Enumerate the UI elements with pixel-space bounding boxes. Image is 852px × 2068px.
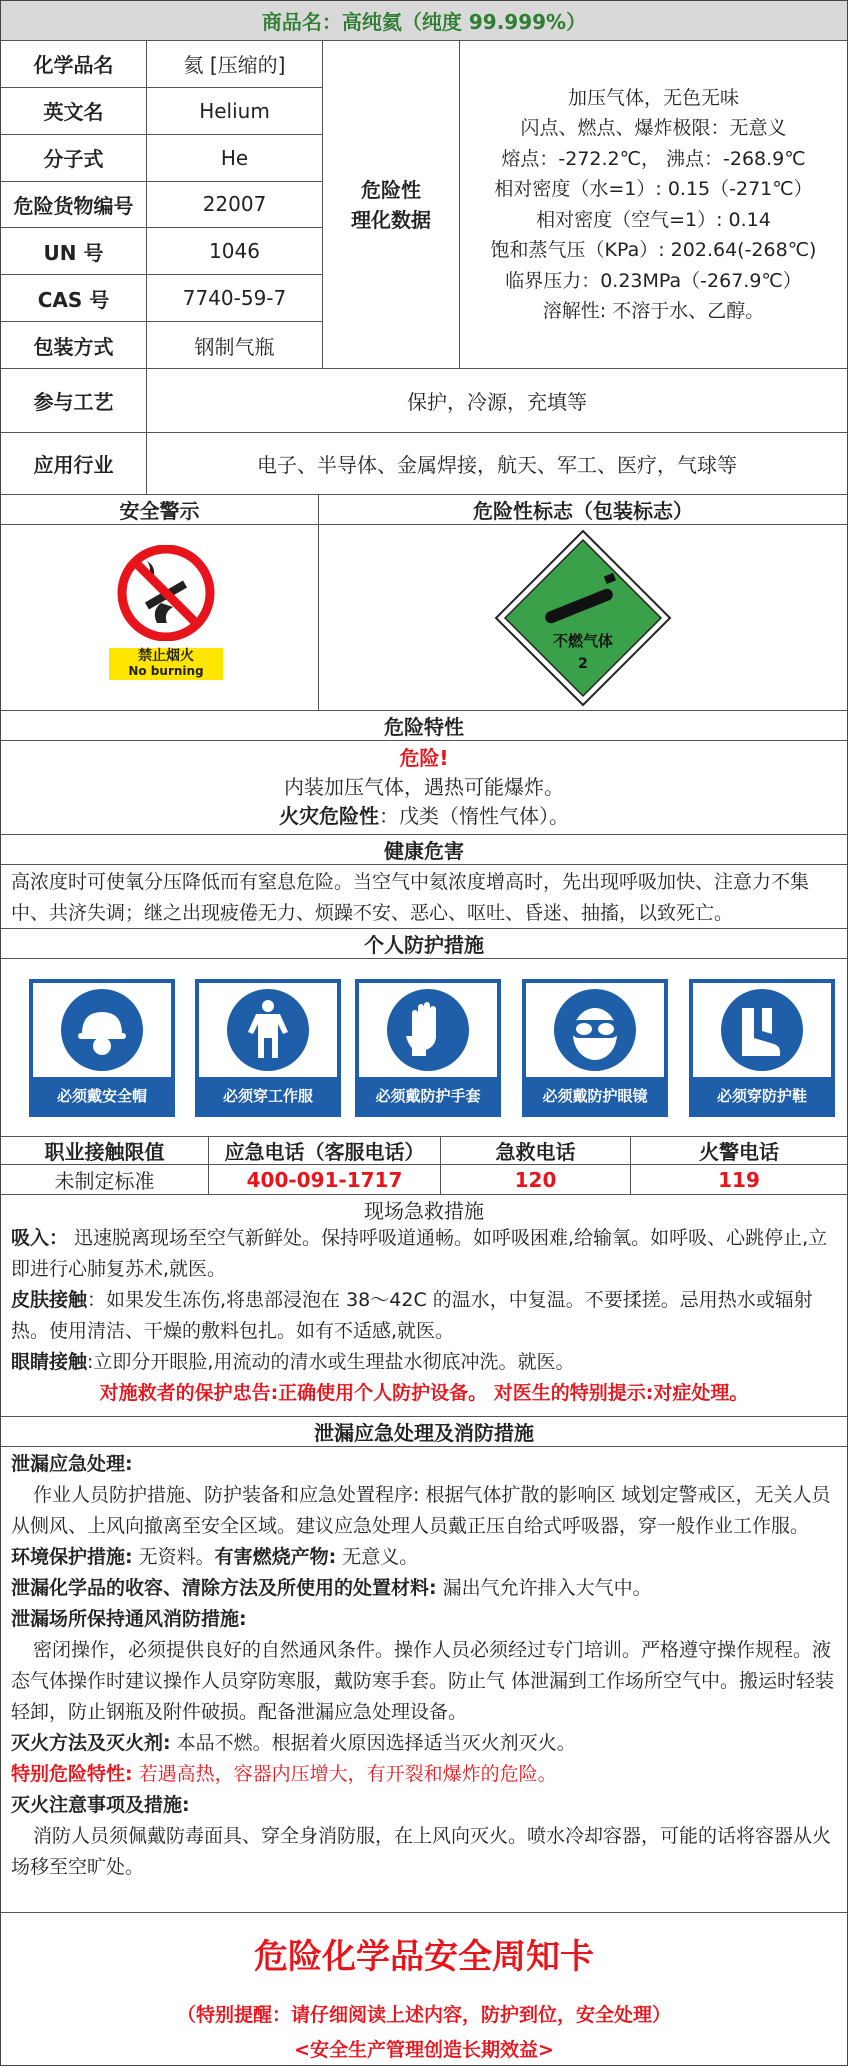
spill-header	[1, 1417, 847, 1447]
env-text: 无资料。	[132, 1546, 215, 1568]
extinguish-text: 本品不燃。根据着火原因选择适当灭火剂灭火。	[170, 1732, 576, 1754]
hazard-diamond-text: 不燃气体	[552, 631, 614, 650]
no-burning-sign-cell	[1, 525, 319, 710]
basic-info-label: 化学品名	[1, 41, 147, 88]
basic-info-value: 7740-59-7	[147, 275, 323, 322]
ppe-helmet	[29, 979, 175, 1117]
rescuer-advice: 对施救者的保护忠告:正确使用个人防护设备。 对医生的特别提示:对症处理。	[99, 1382, 749, 1404]
hazard-line: 内装加压气体，遇热可能爆炸。	[284, 775, 564, 799]
nonflammable-gas-diamond-icon	[493, 528, 673, 708]
ppe-label: 必须戴防护手套	[359, 1077, 497, 1113]
footer-slogan: <安全生产管理创造长期效益>	[294, 2039, 554, 2061]
footer-title: 危险化学品安全周知卡	[254, 1937, 594, 1977]
collect-label: 泄漏化学品的收容、清除方法及所使用的处置材料:	[11, 1577, 437, 1599]
ppe-label: 必须戴安全帽	[33, 1077, 171, 1113]
fire-hazard-label: 火灾危险性	[279, 804, 379, 828]
physchem-line: 临界压力：0.23MPa（-267.9℃）	[505, 269, 802, 292]
physchem-line: 相对密度（空气=1）: 0.14	[536, 208, 771, 231]
ppe-goggles	[522, 979, 668, 1117]
collect-text: 漏出气允许排入大气中。	[436, 1577, 652, 1599]
contact-header: 应急电话（客服电话）	[209, 1137, 441, 1164]
skin-text: ：如果发生冻伤,将患部浸泡在 38～42C 的温水，中复温。不要揉搓。忌用热水或辐射热。使用清洁、干燥的敷料包扎。如有不适感,就医。	[11, 1289, 813, 1342]
health-header	[1, 835, 847, 865]
spill-s1-label: 泄漏应急处理:	[11, 1453, 133, 1475]
safety-warning-header: 安全警示	[1, 495, 319, 524]
ppe-row	[1, 959, 847, 1137]
helmet-icon	[72, 1000, 132, 1060]
hazard-props-title: 危险特性	[384, 715, 464, 739]
hazard-props-header	[1, 711, 847, 741]
eye-label: 眼睛接触	[11, 1351, 88, 1373]
goggles-icon	[563, 998, 627, 1062]
inhale-text: 迅速脱离现场至空气新鲜处。保持呼吸道通畅。如呼吸困难,给输氧。如呼吸、心跳停止,立即进行心肺复苏术,就医。	[11, 1227, 828, 1280]
env-label: 环境保护措施:	[11, 1546, 133, 1568]
hazard-label-header: 危险性标志（包装标志）	[473, 499, 693, 523]
basic-info-value: 22007	[147, 182, 323, 229]
special-hazard-text: 若遇高热，容器内压增大，有开裂和爆炸的危险。	[132, 1763, 557, 1785]
basic-info-value: 氦 [压缩的]	[147, 41, 323, 88]
extinguish-label: 灭火方法及灭火剂:	[11, 1732, 171, 1754]
no-smoking-icon	[109, 545, 223, 641]
basic-info-value: He	[147, 135, 323, 182]
basic-info-label: UN 号	[1, 228, 147, 275]
physchem-label-cell	[323, 41, 460, 369]
physchem-data	[460, 41, 847, 369]
industry-value: 电子、半导体、金属焊接，航天、军工、医疗，气球等	[257, 453, 737, 477]
ppe-title: 个人防护措施	[364, 933, 484, 957]
contact-header: 职业接触限值	[1, 1137, 209, 1164]
physchem-line: 饱和蒸气压（KPa）: 202.64(-268℃)	[490, 239, 817, 261]
vent-text: 密闭操作，必须提供良好的自然通风条件。操作人员必须经过专门培训。严格遵守操作规程。液态气体操作时建议操作人员穿防寒服，戴防寒手套。防止气 体泄漏到工作场所空气中。搬运时轻装轻卸，防止钢瓶及附件破损。配备泄漏应急处理设备。	[11, 1639, 835, 1723]
physchem-line: 闪点、燃点、爆炸极限：无意义	[520, 117, 787, 139]
basic-info-label: 英文名	[1, 88, 147, 135]
combustion-label: 有害燃烧产物:	[214, 1546, 337, 1568]
contacts-header-row	[1, 1137, 847, 1165]
physchem-line: 熔点：-272.2℃， 沸点：-268.9℃	[501, 147, 806, 170]
health-title: 健康危害	[384, 839, 464, 863]
basic-info-value: 钢制气瓶	[147, 322, 323, 369]
first-aid-phone: 120	[441, 1165, 631, 1194]
spill-title: 泄漏应急处理及消防措施	[314, 1421, 534, 1445]
special-hazard-label: 特别危险特性:	[11, 1763, 133, 1785]
ppe-gloves	[355, 979, 501, 1117]
exposure-limit-value: 未制定标准	[1, 1165, 209, 1194]
inhale-label: 吸入：	[11, 1227, 69, 1249]
ppe-boots	[689, 979, 835, 1117]
industry-label: 应用行业	[1, 433, 147, 494]
process-label: 参与工艺	[1, 369, 147, 432]
health-body	[1, 865, 847, 929]
contact-header: 急救电话	[441, 1137, 631, 1164]
process-row	[1, 369, 847, 433]
industry-row	[1, 433, 847, 495]
contacts-value-row	[1, 1165, 847, 1195]
basic-info-label: 分子式	[1, 135, 147, 182]
no-burning-sign	[109, 545, 223, 680]
footer	[1, 1913, 847, 2065]
basic-info-value: Helium	[147, 88, 323, 135]
workwear-icon	[238, 998, 298, 1062]
gloves-icon	[398, 998, 458, 1062]
ppe-label: 必须穿工作服	[199, 1077, 337, 1113]
fire-phone: 119	[718, 1167, 760, 1192]
basic-info-label: 包装方式	[1, 322, 147, 369]
process-value: 保护，冷源，充填等	[407, 390, 587, 414]
health-text: 高浓度时可使氧分压降低而有窒息危险。当空气中氦浓度增高时，先出现呼吸加快、注意力不集中、共济失调；继之出现疲倦无力、烦躁不安、恶心、呕吐、昏迷、抽搐，以致死亡。	[11, 871, 810, 924]
footer-reminder: （特别提醒：请仔细阅读上述内容，防护到位，安全处理）	[176, 2004, 671, 2026]
spill-s1-text: 作业人员防护措施、防护装备和应急处置程序: 根据气体扩散的影响区 域划定警戒区，无关人员从侧风、上风向撤离至安全区域。建议应急处理人员戴正压自给式呼吸器，穿一般作业工作服。	[11, 1484, 831, 1537]
fire-note-label: 灭火注意事项及措施:	[11, 1794, 190, 1816]
eye-text: :立即分开眼脸,用流动的清水或生理盐水彻底冲洗。就医。	[87, 1351, 575, 1373]
basic-info-label: 危险货物编号	[1, 182, 147, 229]
vent-label: 泄漏场所保持通风消防措施:	[11, 1608, 247, 1630]
danger-word: 危险!	[399, 746, 449, 770]
ppe-header	[1, 929, 847, 959]
spill-body	[1, 1447, 847, 1913]
first-aid-header	[1, 1195, 847, 1223]
product-title-bar	[1, 1, 847, 41]
ppe-label: 必须戴防护眼镜	[526, 1077, 664, 1113]
hazard-props-body	[1, 741, 847, 835]
physchem-line: 加压气体，无色无味	[567, 86, 739, 109]
hazard-class-number: 2	[578, 655, 588, 672]
warning-signs-row	[1, 525, 847, 711]
product-title: 商品名：高纯氦（纯度 99.999%）	[261, 10, 587, 34]
combustion-text: 无意义。	[336, 1546, 419, 1568]
sign-en-text: No burning	[128, 664, 204, 678]
physchem-line: 溶解性: 不溶于水、乙醇。	[542, 300, 765, 322]
hazard-diamond-cell	[319, 525, 847, 710]
emergency-phone: 400-091-1717	[209, 1165, 441, 1194]
ppe-workwear	[195, 979, 341, 1117]
physchem-line: 相对密度（水=1）: 0.15（-271℃）	[494, 178, 813, 200]
contact-header: 火警电话	[699, 1140, 779, 1164]
basic-info-label: CAS 号	[1, 275, 147, 322]
physchem-label: 危险性 理化数据	[351, 177, 431, 232]
first-aid-body	[1, 1223, 847, 1417]
skin-label: 皮肤接触	[11, 1289, 88, 1311]
first-aid-title: 现场急救措施	[364, 1198, 484, 1223]
ppe-label: 必须穿防护鞋	[693, 1077, 831, 1113]
basic-info-value: 1046	[147, 228, 323, 275]
fire-note-text: 消防人员须佩戴防毒面具、穿全身消防服，在上风向灭火。喷水冷却容器，可能的话将容器从火场移至空旷处。	[11, 1825, 832, 1878]
warning-header-row	[1, 495, 847, 525]
fire-hazard-value: ：戊类（惰性气体）。	[379, 804, 569, 828]
sign-cn-text: 禁止烟火	[138, 648, 194, 664]
boots-icon	[732, 1000, 792, 1060]
